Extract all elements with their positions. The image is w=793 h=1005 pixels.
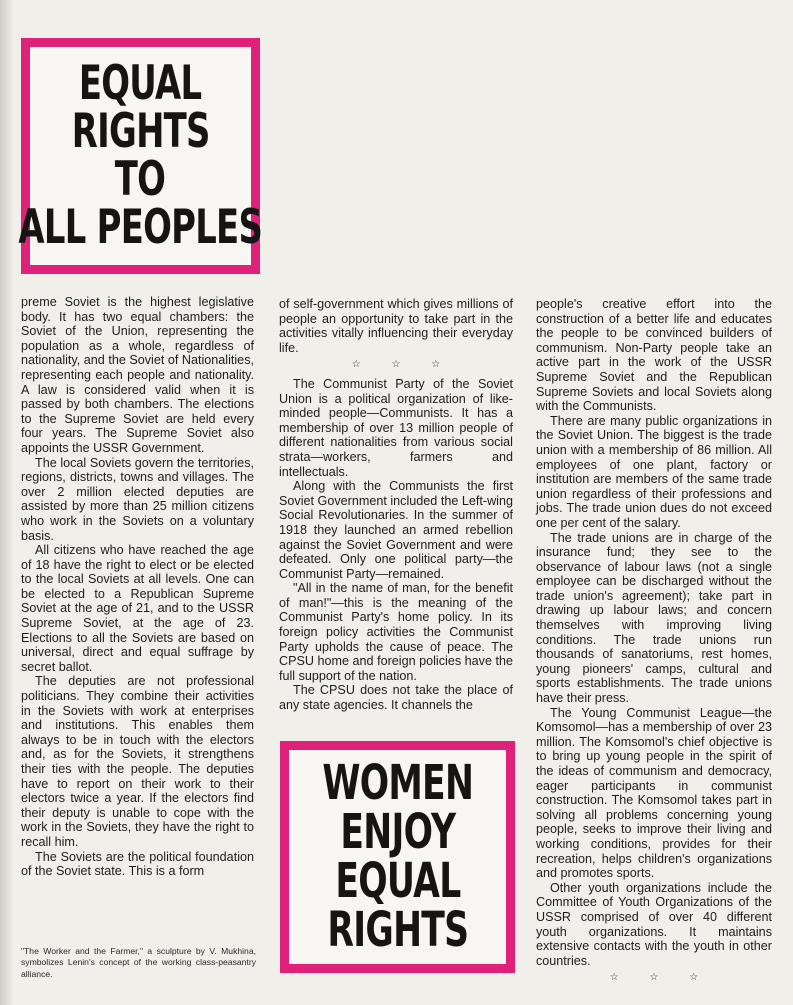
photo-caption: "The Worker and the Farmer," a sculpture by V. Mukhina, symbolizes Lenin's concept of the working class-peasantry alliance. (21, 946, 256, 979)
page-gutter-shadow (0, 0, 14, 1005)
paragraph: All citizens who have reached the age of 18 have the right to elect or be elected to the local Soviets at all levels. One can be elected to a Republican Supreme Soviet at the age of 21, and to the USSR Supreme Soviet, at the age of 23. Elections to all the Soviets are based on universal, direct and equal suffrage by secret ballot. (21, 543, 254, 674)
paragraph: There are many public organizations in the Soviet Union. The biggest is the trade union with a membership of 86 million. All employees of one plant, factory or institution are members of the same trade union regardless of their professions and jobs. The trade union dues do not exceed one per cent of the salary. (536, 413, 772, 530)
paragraph: people's creative effort into the construction of a better life and educates the people to be convinced builders of communism. Non-Party people take an active part in the work of the USSR Supreme Soviet and the Republican Supreme Soviets and local Soviets along with the Communists. (536, 297, 772, 414)
paragraph: The trade unions are in charge of the insurance fund; they see to the observance of labour laws (not a single employee can be discharged without the trade union's agreement); take part in drawing up labour laws; and concern themselves with improving living conditions. The trade unions run thousands of sanatoriums, rest homes, young pioneers' camps, cultural and sports establishments. The trade unions have their press. (536, 530, 772, 706)
title-box-equal-rights (18, 38, 263, 274)
text-column-3 (536, 297, 772, 990)
paragraph: Along with the Communists the first Soviet Government included the Left-wing Social Revolutionaries. In the summer of 1918 they launched an armed rebellion against the Soviet Government and were defeated. Only one political party—the Communist Party—remained. (279, 479, 513, 581)
paragraph: The CPSU does not take the place of any state agencies. It channels the (279, 683, 513, 713)
heading-line: ENJOY (340, 804, 455, 861)
heading-line: RIGHTS (327, 901, 468, 958)
paragraph: The deputies are not professional politicians. They combine their activities in the Soviets with work at enterprises and institutions. This enables them always to be in touch with the electors and, as for the Soviets, it strengthens their ties with the people. The deputies have to report on their work to their electors twice a year. If the electors find their deputy is unable to cope with the work in the Soviets, they have the right to recall him. (21, 674, 254, 849)
paragraph: The Young Communist League—the Komsomol—has a membership of over 23 million. The Komsomol's chief objective is to bring up young people in the spirit of the ideas of communism and democracy, eager participants in communist construction. The Komsomol takes part in solving all problems concerning young people, seeks to improve their living and working conditions, provides for their recreation, helps children's organizations and promotes sports. (536, 705, 772, 881)
paragraph: The Soviets are the political foundation of the Soviet state. This is a form (21, 849, 254, 879)
heading-line: EQUAL (334, 853, 461, 909)
heading-line: TO (115, 152, 166, 207)
paragraph: The local Soviets govern the territories, regions, districts, towns and villages. The over 2 million elected deputies are assisted by more than 25 million citizens who work in the Soviets on a voluntary basis. (21, 455, 254, 543)
paragraph: The Communist Party of the Soviet Union is a political organization of like-minded people—Communists. It has a membership of over 13 million people of different nationalities from various social strata—workers, farmers and intellectuals. (279, 376, 513, 479)
paragraph: preme Soviet is the highest legislative body. It has two equal chambers: the Soviet of the Union, representing the population as a whole, regardless of nationality, and the Soviet of Nationalities, representing each people and nationality. A law is considered valid when it is passed by both chambers. The elections to the Supreme Soviet are held every four years. The Supreme Soviet also appoints the USSR Government. (21, 295, 254, 455)
star-separator: ☆ ☆ ☆ (609, 972, 713, 984)
text-column-1 (21, 295, 254, 879)
paragraph: "All in the name of man, for the benefit of man!"—this is the meaning of the Communist Party's home policy. In its foreign policy activities the Communist Party upholds the cause of peace. The CPSU home and foreign policies have the full support of the nation. (279, 581, 513, 683)
paragraph: Other youth organizations include the Committee of Youth Organizations of the USSR comprised of over 40 different youth organizations. It maintains extensive contacts with the youth in other countries. (536, 880, 772, 968)
heading-line: EQUAL (79, 56, 202, 112)
text-column-2 (279, 297, 513, 713)
title-box-women-rights (280, 741, 515, 973)
heading-line: ALL PEOPLES (18, 199, 263, 255)
heading-line: WOMEN (322, 755, 473, 812)
paragraph: of self-government which gives millions of people an opportunity to take part in the activities vitally influencing their everyday life. (279, 297, 513, 355)
star-separator: ☆ ☆ ☆ (351, 359, 455, 371)
heading-line: RIGHTS (71, 104, 210, 160)
